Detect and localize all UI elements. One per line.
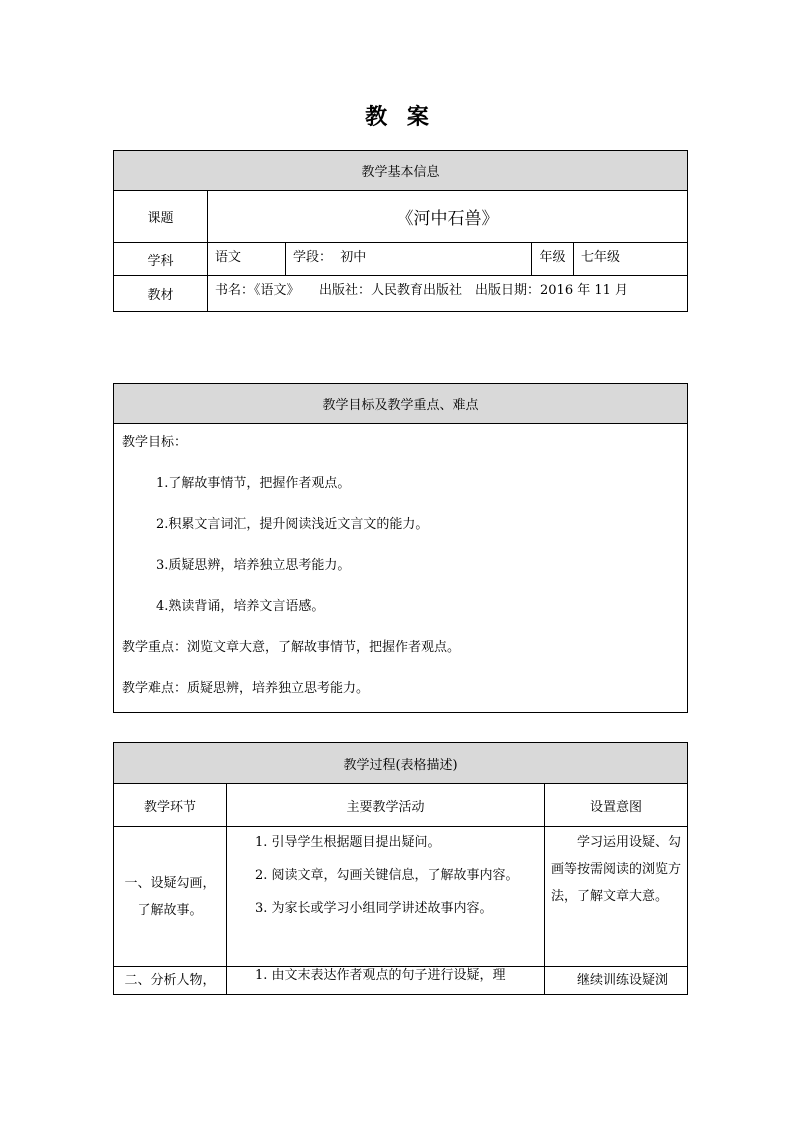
intent-cell: 继续训练设疑浏 bbox=[545, 967, 688, 995]
grade-label: 年级 bbox=[532, 243, 574, 276]
activity-item: 2. 阅读文章，勾画关键信息，了解故事内容。 bbox=[255, 868, 519, 883]
basic-info-header: 教学基本信息 bbox=[114, 151, 688, 191]
activity-item: 1. 引导学生根据题目提出疑问。 bbox=[255, 835, 441, 850]
activities-cell bbox=[227, 967, 545, 995]
section-cell bbox=[114, 827, 227, 967]
basic-info-table bbox=[113, 150, 688, 312]
col-header-intent: 设置意图 bbox=[545, 784, 688, 827]
goals-header: 教学目标及教学重点、难点 bbox=[114, 384, 688, 424]
col-header-section: 教学环节 bbox=[114, 784, 227, 827]
col-header-activities: 主要教学活动 bbox=[227, 784, 545, 827]
stage-value: 初中 bbox=[340, 250, 367, 265]
textbook-value: 书名：《语文》 出版社：人民教育出版社 出版日期：2016 年 11 月 bbox=[208, 276, 688, 312]
stage-label: 学段： bbox=[293, 250, 333, 265]
difficulty: 教学难点：质疑思辨，培养独立思考能力。 bbox=[122, 681, 370, 696]
textbook-label: 教材 bbox=[114, 276, 208, 312]
table-row bbox=[114, 967, 688, 995]
grade-value: 七年级 bbox=[574, 243, 688, 276]
section-title-line: 一、设疑勾画， bbox=[124, 875, 216, 891]
subject-label: 学科 bbox=[114, 243, 208, 276]
goal-item: 3.质疑思辨，培养独立思考能力。 bbox=[156, 558, 351, 573]
goals-body bbox=[114, 424, 688, 713]
activity-item: 1. 由文末表达作者观点的句子进行设疑，理 bbox=[255, 968, 506, 983]
process-table bbox=[113, 742, 688, 995]
goal-item: 4.熟读背诵，培养文言语感。 bbox=[156, 599, 325, 614]
key-point: 教学重点：浏览文章大意，了解故事情节，把握作者观点。 bbox=[122, 640, 461, 655]
stage-cell bbox=[286, 243, 532, 276]
subject-value: 语文 bbox=[208, 243, 286, 276]
section-cell bbox=[114, 967, 227, 995]
goals-table bbox=[113, 383, 688, 713]
goal-item: 2.积累文言词汇，提升阅读浅近文言文的能力。 bbox=[156, 517, 429, 532]
document-title: 教 案 bbox=[365, 104, 435, 130]
table-row bbox=[114, 827, 688, 967]
process-header: 教学过程(表格描述) bbox=[114, 743, 688, 784]
topic-value: 《河中石兽》 bbox=[208, 191, 688, 243]
goal-item: 1.了解故事情节，把握作者观点。 bbox=[156, 476, 351, 491]
topic-label: 课题 bbox=[114, 191, 208, 243]
section-title-line: 了解故事。 bbox=[137, 902, 203, 918]
activity-item: 3. 为家长或学习小组同学讲述故事内容。 bbox=[255, 901, 493, 916]
section-title-line: 二、分析人物， bbox=[124, 973, 216, 988]
activities-cell bbox=[227, 827, 545, 967]
goals-intro: 教学目标： bbox=[122, 435, 188, 450]
intent-cell: 学习运用设疑、勾画等按需阅读的浏览方法，了解文章大意。 bbox=[545, 827, 688, 967]
